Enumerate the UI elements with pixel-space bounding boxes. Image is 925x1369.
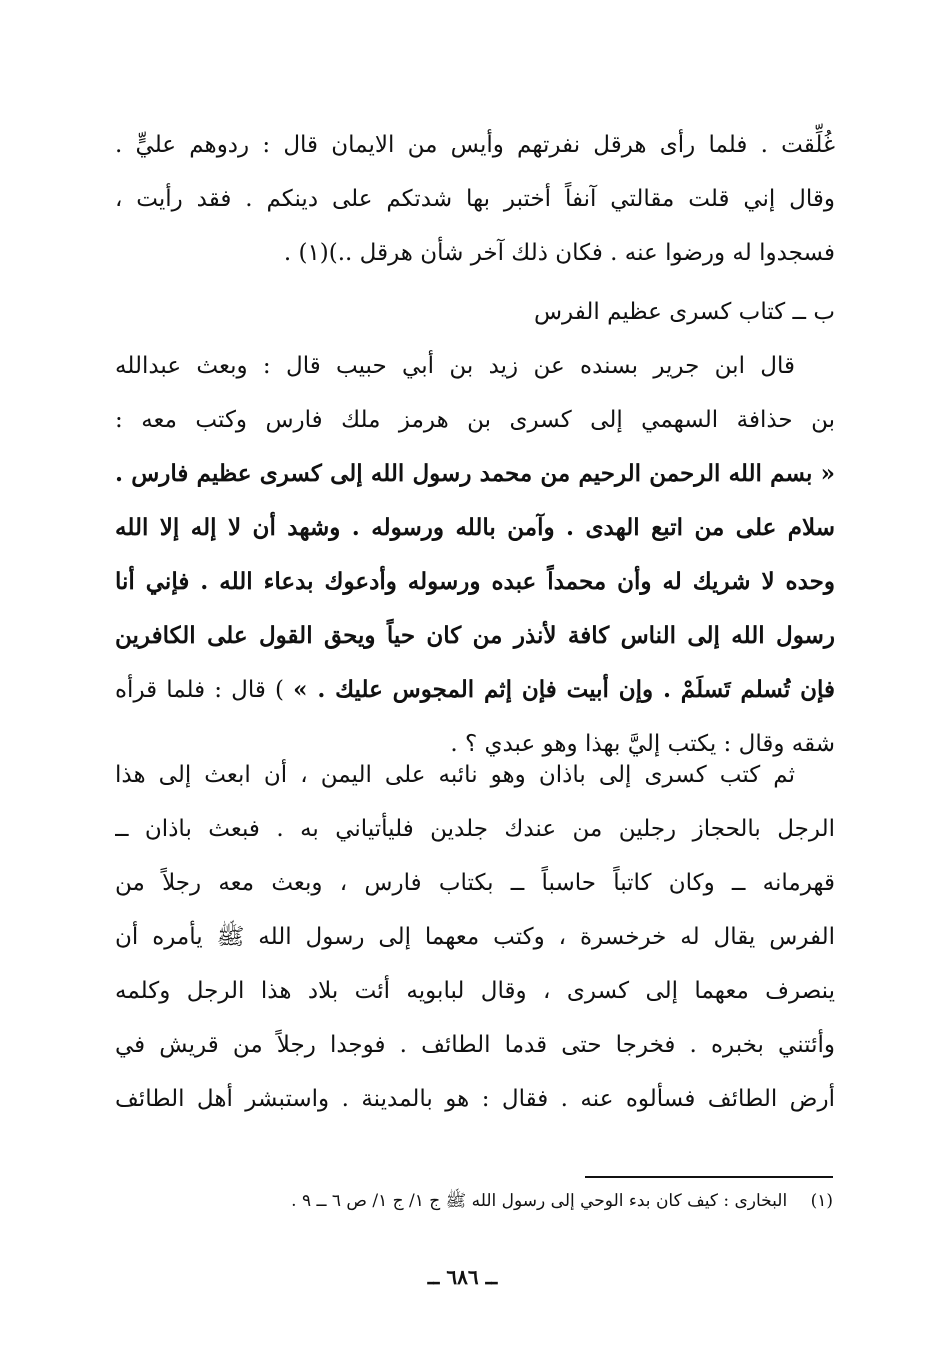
text-line: ينصرف معهما إلى كسرى ، وقال لبابويه أئت بلاد هذا الرجل وكلمه <box>115 978 835 1004</box>
page-number: ــ ٦٨٦ ــ <box>427 1265 498 1289</box>
footnote-divider <box>585 1176 833 1178</box>
text-line: الفرس يقال له خرخسرة ، وكتب معهما إلى رسول الله ﷺ يأمره أن <box>115 924 835 950</box>
text-line: أرض الطائف فسألوه عنه . فقال : هو بالمدينة . واستبشر أهل الطائف <box>115 1086 835 1112</box>
text-line: بن حذافة السهمي إلى كسرى بن هرمز ملك فارس وكتب معه : <box>115 407 835 433</box>
letter-line: « بسم الله الرحمن الرحيم من محمد رسول الله إلى كسرى عظيم فارس . <box>115 460 835 487</box>
letter-closing-bold: فإن تُسلم تَسلَمْ . وإن أبيت فإن إثم المجوس عليك . » <box>293 676 835 703</box>
section-heading: ب ــ كتاب كسرى عظيم الفرس <box>533 299 835 325</box>
letter-closing-line <box>115 663 835 717</box>
text-line: قال ابن جرير بسنده عن زيد بن أبي حبيب قال : وبعث عبدالله <box>115 353 795 379</box>
letter-line: رسول الله إلى الناس كافة لأنذر من كان حياً ويحق القول على الكافرين <box>115 622 835 649</box>
text-line: قهرمانه ــ وكان كاتباً حاسباً ــ بكتاب فارس ، وبعث معه رجلاً من <box>115 870 835 896</box>
text-line: فسجدوا له ورضوا عنه . فكان ذلك آخر شأن هرقل ..)(١) . <box>283 240 835 266</box>
text-line: وقال إني قلت مقالتي آنفاً أختبر بها شدتكم على دينكم . فقد رأيت ، <box>115 186 835 212</box>
paragraph-2 <box>115 339 835 771</box>
letter-line: سلام على من اتبع الهدى . وآمن بالله ورسوله . وشهد أن لا إله إلا الله <box>115 514 835 541</box>
letter-closing-plain: ) قال : فلما قرأه <box>115 677 294 703</box>
letter-line: وحده لا شريك له وأن محمداً عبده ورسوله وأدعوك بدعاء الله . فإني أنا <box>115 568 835 595</box>
text-line: الرجل بالحجاز رجلين من عندك جلدين فليأتياني به . فبعث باذان ــ <box>115 816 835 842</box>
text-line: غُلِّقت . فلما رأى هرقل نفرتهم وأيس من الايمان قال : ردوهم عليٍّ . <box>115 132 835 158</box>
paragraph-1 <box>115 118 835 280</box>
footnote <box>291 1184 833 1218</box>
footnote-text: البخارى : كيف كان بدء الوحي إلى رسول الله ﷺ ج ١/ ج ١/ ص ٦ ــ ٩ . <box>291 1191 788 1211</box>
text-line: وأئتني بخبره . فخرجا حتى قدما الطائف . فوجدا رجلاً من قريش في <box>115 1032 835 1058</box>
text-line: ثم كتب كسرى إلى باذان وهو نائبه على اليمن ، أن ابعث إلى هذا <box>115 762 795 788</box>
paragraph-3 <box>115 748 835 1126</box>
text-line: شقه وقال : يكتب إليَّ بهذا وهو عبدي ؟ . <box>450 731 835 757</box>
footnote-number: (١) <box>810 1191 833 1211</box>
